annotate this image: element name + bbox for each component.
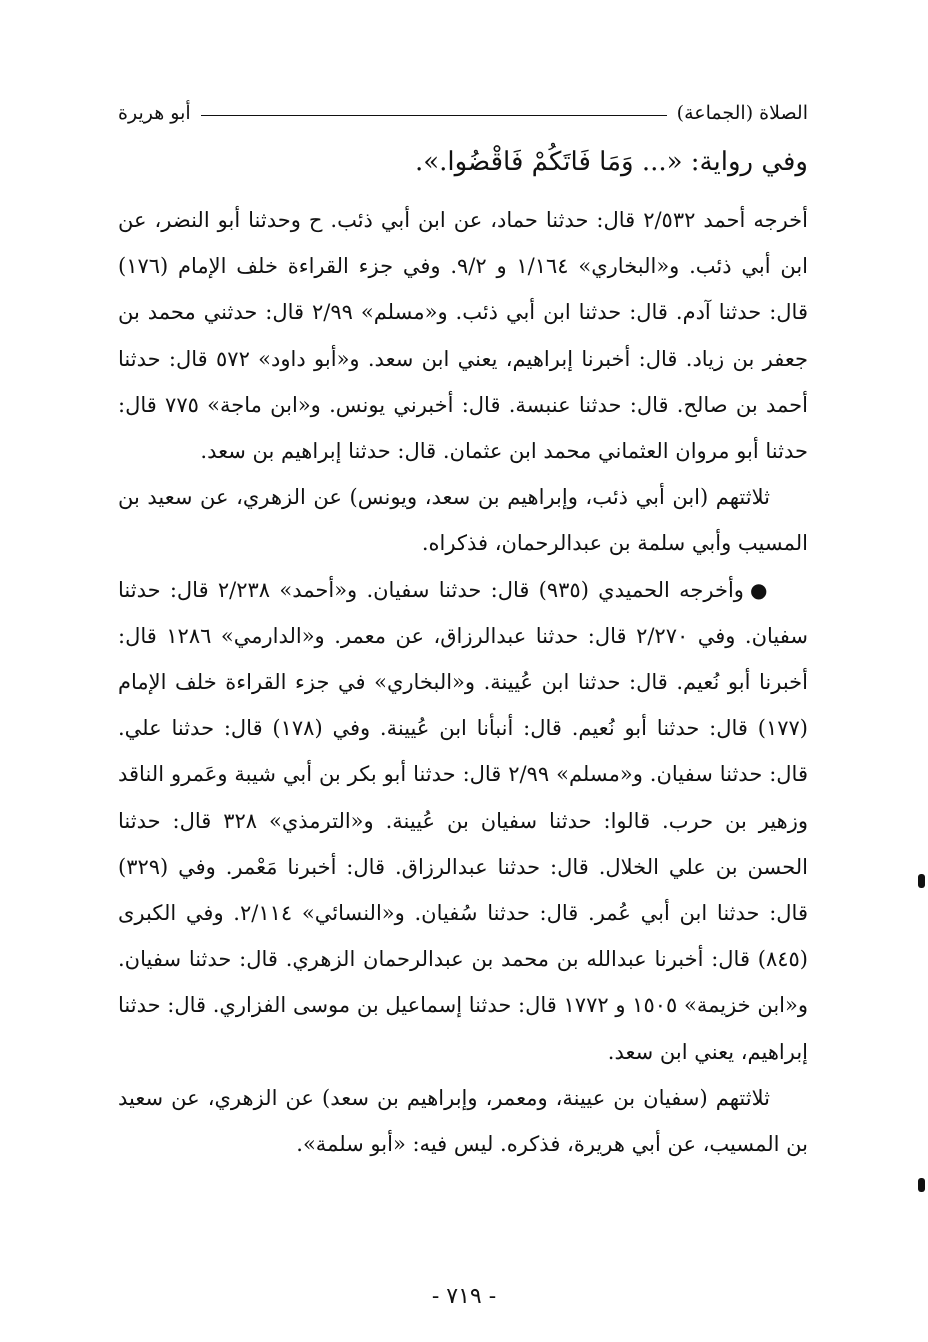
margin-mark-lower xyxy=(918,1178,925,1192)
commentary-body xyxy=(118,197,808,1167)
header-rule xyxy=(201,115,667,116)
paragraph-2: ثلاثتهم (ابن أبي ذئب، وإبراهيم بن سعد، ويونس) عن الزهري، عن سعيد بن المسيب وأبي سلمة بن عبدالرحمان، فذكراه. xyxy=(118,485,808,556)
paragraph-3-text: وأخرجه الحميدي (٩٣٥) قال: حدثنا سفيان. و«أحمد» ٢/٢٣٨ قال: حدثنا سفيان. وفي ٢/٢٧٠ قال: حدثنا عبدالرزاق، عن معمر. و«الدارمي» ١٢٨٦ قال: أخبرنا أبو نُعيم. قال: حدثنا ابن عُيينة. و«البخاري» في جزء القراءة خلف الإمام (١٧٧) قال: حدثنا أبو نُعيم. قال: أنبأنا ابن عُيينة. وفي (١٧٨) قال: حدثنا علي. قال: حدثنا سفيان. و«مسلم» ٢/٩٩ قال: حدثنا أبو بكر بن أبي شيبة وعَمرو الناقد وزهير بن حرب. قالوا: حدثنا سفيان بن عُيينة. و«الترمذي» ٣٢٨ قال: حدثنا الحسن بن علي الخلال. قال: حدثنا عبدالرزاق. قال: أخبرنا مَعْمر. وفي (٣٢٩) قال: حدثنا ابن أبي عُمر. قال: حدثنا سُفيان. و«النسائي» ٢/١١٤. وفي الكبرى (٨٤٥) قال: أخبرنا عبدالله بن محمد بن عبدالرحمان الزهري. قال: حدثنا سفيان. و«ابن خزيمة» ١٥٠٥ و ١٧٧٢ قال: حدثنا إسماعيل بن موسى الفزاري. قال: حدثنا إبراهيم، يعني ابن سعد. xyxy=(118,577,808,1064)
bullet-icon: ● xyxy=(749,577,770,602)
page-number: - ٧١٩ - xyxy=(431,1284,497,1309)
running-header xyxy=(118,97,808,129)
header-narrator-title: أبو هريرة xyxy=(118,102,191,124)
paragraph-3 xyxy=(118,567,808,1075)
paragraph-4: ثلاثتهم (سفيان بن عيينة، ومعمر، وإبراهيم بن سعد) عن الزهري، عن سعيد بن المسيب، عن أبي هريرة، فذكره. ليس فيه: «أبو سلمة». xyxy=(118,1085,808,1157)
paragraph-1: أخرجه أحمد ٢/٥٣٢ قال: حدثنا حماد، عن ابن أبي ذئب. ح وحدثنا أبو النضر، عن ابن أبي ذئب. و«البخاري» ١/١٦٤ و ٩/٢. وفي جزء القراءة خلف الإمام (١٧٦) قال: حدثنا آدم. قال: حدثنا ابن أبي ذئب. و«مسلم» ٢/٩٩ قال: حدثني محمد بن جعفر بن زياد. قال: أخبرنا إبراهيم، يعني ابن سعد. و«أبو داود» ٥٧٢ قال: حدثنا أحمد بن صالح. قال: حدثنا عنبسة. قال: أخبرني يونس. و«ابن ماجة» ٧٧٥ قال: حدثنا أبو مروان العثماني محمد ابن عثمان. قال: حدثنا إبراهيم بن سعد. xyxy=(118,208,809,464)
header-section-title: الصلاة (الجماعة) xyxy=(676,102,808,124)
hadith-variant-quote: وفي رواية: «... وَمَا فَاتَكُمْ فَاقْضُوا.». xyxy=(414,147,808,177)
margin-mark-upper xyxy=(918,874,925,888)
